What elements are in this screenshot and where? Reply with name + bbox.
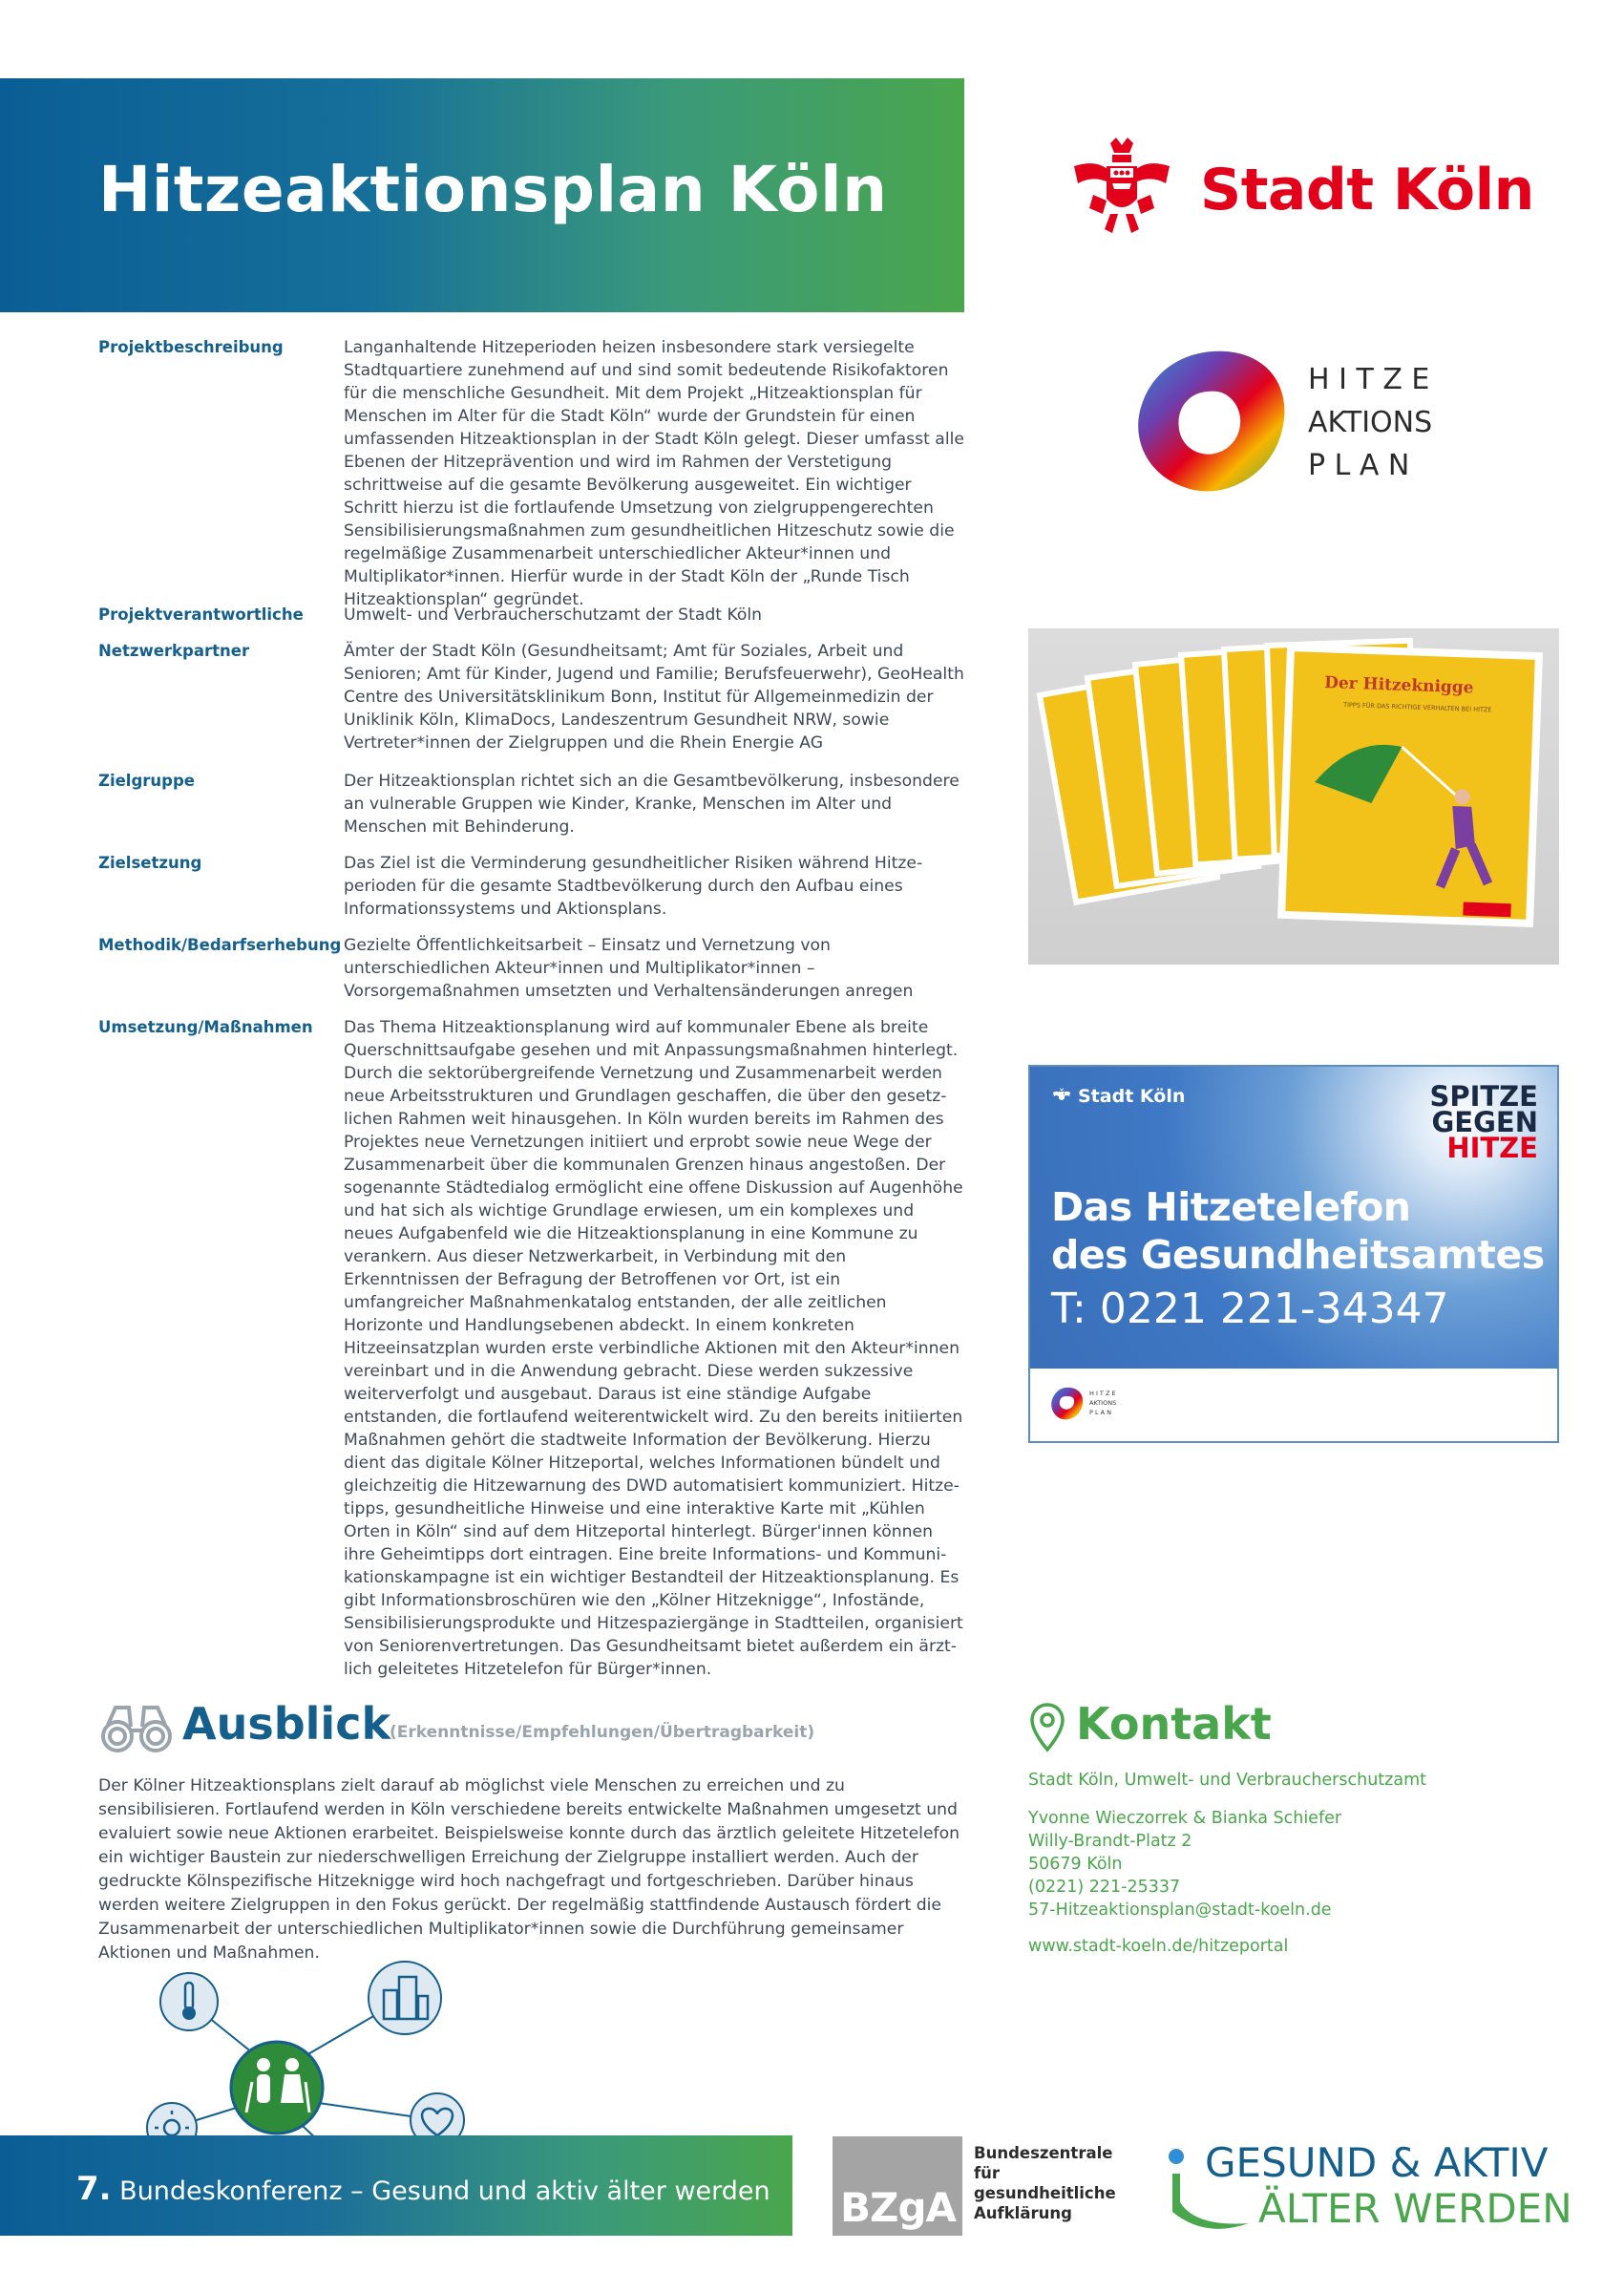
page-title: Hitzeaktionsplan Köln	[98, 153, 888, 226]
row-text: Das Thema Hitzeaktionsplanung wird auf kommunaler Ebene als breite Querschnittsaufgabe gesehen und mit Anpassungsmaßnahmen hinterlegt. Durch die sektorübergreifende Vernetzung und Zusammenarbeit werden neue Arbeitsstrukturen und Grundlagen geschaffen, die über den gesetzlichen Rahmen weit hinausgehen. In Köln wurden bereits im Rahmen des Projektes neue Vernetzungen initiiert und erprobt sowie neue Wege der Zusammenarbeit über die kommunalen Grenzen hinaus angestoßen. Der sogenannte Städtedialog ermöglicht eine offene Diskussion auf Augenhöhe und hat sich als wichtige Grundlage erwiesen, um ein komplexes und neues Aufgabenfeld wie die Hitzeaktionsplanung in eine Kommune zu verankern. Aus dieser Netzwerkarbeit, in Verbindung mit den Erkenntnissen der Befragung der Betroffenen vor Ort, ist ein umfangreicher Maßnahmenkatalog entstanden, der alle zeitlichen Horizonte und Handlungsebenen abdeckt. In einem konkreten Hitzeeinsatzplan wurden erste verbindliche Aktionen mit den Akteur*innen vereinbart und in die Anwendung gebracht. Diese werden sukzessive weiterverfolgt und ausgebaut. Daraus ist eine ständige Aufgabe entstanden, die fortlaufend weiterentwickelt wird. Zu den bereits initiierten Maßnahmen gehört die stadtweite Information der Bevölkerung. Hierzu dient das digitale Kölner Hitzeportal, welches Informationen bündelt und gleichzeitig die Hitzewarnung des DWD automatisiert kommuniziert. Hitzetipps, gesundheitliche Hinweise und eine interaktive Karte mit „Kühlen Orten in Köln“ sind auf dem Hitzeportal hinterlegt. Bürger'innen können ihre Geheimtipps dort eintragen. Eine breite Informations- und Kommunikationskampagne ist ein wichtiger Bestandteil der Hitzeaktionsplanung. Es gibt Informationsbroschüren wie den „Kölner Hitzeknigge“, Infostände, Sensibilisierungsprodukte und Hitzespaziergänge in Stadtteilen, organisiert von Seniorenvertretungen. Das Gesundheitsamt bietet außerdem ein ärztlich geleitetes Hitzetelefon für Bürger*innen.	[344, 1018, 963, 1679]
kontakt-email-link[interactable]: 57-Hitzeaktionsplan@stadt-koeln.de	[1028, 1900, 1332, 1920]
row-text: Umwelt- und Verbraucherschutzamt der Stadt Köln	[344, 605, 763, 625]
kontakt-heading: Kontakt	[1076, 1698, 1272, 1750]
kontakt-phone: (0221) 221-25337	[1028, 1878, 1181, 1897]
bzga-name: Bundeszentrale für gesundheitliche Aufklärung	[974, 2144, 1116, 2222]
row-text: Ämter der Stadt Köln (Gesundheitsamt; Amt für Soziales, Arbeit und Senioren; Amt für Kinder, Jugend und Familie; Berufsfeuerwehr), GeoHealth Centre des Universitätsklinikum Bonn, Institut für Allgemeinmedizin der Uniklinik Köln, KlimaDocs, Landeszentrum Gesundheit NRW, sowie Vertreter*innen der Zielgruppen und die Rhein Energie AG	[344, 642, 964, 753]
kontakt-web-link[interactable]: www.stadt-koeln.de/hitzeportal	[1028, 1937, 1289, 1956]
small-logo-line-3: P L A N	[1089, 1409, 1112, 1416]
hitzetelefon-card	[1028, 1065, 1559, 1443]
small-logo-line-2: AKTIONS	[1089, 1399, 1117, 1407]
row-label: Projektbeschreibung	[98, 338, 284, 356]
headline-line-2: des Gesundheitsamtes	[1051, 1232, 1545, 1278]
stadt-koeln-logo	[1065, 136, 1534, 250]
row-label: Zielsetzung	[98, 854, 202, 872]
bzga-abbreviation: BZgA	[840, 2184, 957, 2231]
coat-of-arms-icon	[1065, 138, 1179, 243]
headline-line-1: Das Hitzetelefon	[1051, 1184, 1411, 1230]
seniors-icon	[231, 2042, 323, 2134]
colorful-ring-icon	[1049, 1382, 1145, 1430]
slogan-line-1: SPITZE	[1429, 1080, 1538, 1113]
kontakt-persons: Yvonne Wieczorrek & Bianka Schiefer	[1028, 1809, 1342, 1828]
slogan-line-3: HITZE	[1446, 1132, 1538, 1164]
conference-name: Bundeskonferenz – Gesund und aktiv älter werden	[119, 2176, 770, 2206]
ausblick-subheading: (Erkenntnisse/Empfehlungen/Übertragbarkeit)	[390, 1723, 815, 1742]
row-text: Langanhaltende Hitzeperioden heizen insbesondere stark versiegelte Stadtquartiere zunehmend auf und sind somit bedeutende Risikofaktoren für die menschliche Gesundheit. Mit dem Projekt „Hitzeaktionsplan für Menschen im Alter für die Stadt Köln“ wurde der Grundstein für einen umfassenden Hitzeaktionsplan in der Stadt Köln gelegt. Dieser umfasst alle Ebenen der Hitzeprävention und wird im Rahmen der Verstetigung schrittweise auf die gesamte Bevölkerung ausgeweitet. Ein wichtiger Schritt hierzu ist die fortlaufende Umsetzung von zielgruppengerechten Sensibilisierungsmaßnahmen zum gesundheitlichen Hitzeschutz sowie die regelmäßige Zusammenarbeit unterschiedlicher Akteur*innen und Multiplikator*innen. Hierfür wurde in der Stadt Köln der „Runde Tisch Hitzeaktionsplan“ gegründet.	[344, 338, 964, 609]
card-stadt-koeln	[1051, 1086, 1185, 1107]
hitzeknigge-brochure-photo	[1028, 628, 1559, 965]
row-label: Projektverantwortliche	[98, 605, 304, 624]
row-label: Umsetzung/Maßnahmen	[98, 1018, 313, 1036]
colorful-ring-icon	[1127, 344, 1298, 506]
gesund-aktiv-logo	[1157, 2135, 1577, 2240]
hap-logo-line-2: AKTIONS	[1308, 406, 1433, 439]
row-text: Das Ziel ist die Verminderung gesundheitlicher Risiken während Hitzeperioden für die gesamte Stadtbevölkerung durch den Aufbau eines Informationssystems und Aktionsplans.	[344, 854, 923, 919]
bzga-logo	[833, 2136, 962, 2236]
stadt-koeln-wordmark: Stadt Köln	[1200, 157, 1534, 223]
brochure-stack-illustration	[1028, 628, 1559, 965]
small-logo-line-1: H I T Z E	[1089, 1390, 1116, 1397]
footer-conference-title	[76, 2170, 770, 2208]
kontakt-org: Stadt Köln, Umwelt- und Verbraucherschutzamt	[1028, 1771, 1426, 1790]
location-pin-icon	[1028, 1702, 1066, 1753]
row-label: Netzwerkpartner	[98, 642, 250, 660]
coat-of-arms-icon	[1051, 1087, 1072, 1104]
thermometer-icon	[160, 1973, 218, 2030]
ausblick-text: Der Kölner Hitzeaktionsplans zielt darauf ab möglichst viele Menschen zu erreichen und zu sensibilisieren. Fortlaufend werden in Köln verschiedene bereits entwickelte Maßnahmen umgesetzt und evaluiert sowie neue Aktionen erarbeitet. Beispielsweise konnte durch das ärztlich geleitete Hitzetelefon ein wichtiger Baustein zur niederschwelligen Erreichung der Zielgruppe installiert werden. Auch der gedruckte Kölnspezifische Hitzeknigge wird hoch nachgefragt und fortgeschrieben. Darüber hinaus werden weitere Zielgruppen in den Fokus gerückt. Der regelmäßig stattfindende Austausch fördert die Zusammenarbeit der unterschiedlichen Multiplikator*innen sowie die Durchführung gemeinsamer Aktionen und Maßnahmen.	[98, 1776, 960, 1963]
hap-logo-line-3: P L A N	[1308, 449, 1410, 482]
ausblick-heading: Ausblick	[182, 1698, 391, 1750]
row-label: Methodik/Bedarfserhebung	[98, 936, 342, 954]
hitzeaktionsplan-logo	[1127, 344, 1470, 506]
small-hitzeaktionsplan-logo	[1049, 1382, 1145, 1430]
brochure-subtitle: TIPPS FÜR DAS RICHTIGE VERHALTEN BEI HITZE	[1342, 701, 1492, 714]
gaa-line-2: ÄLTER WERDEN	[1258, 2185, 1572, 2232]
kontakt-city: 50679 Köln	[1028, 1855, 1123, 1874]
kontakt-street: Willy-Brandt-Platz 2	[1028, 1832, 1192, 1851]
spitze-gegen-hitze-slogan	[1429, 1080, 1538, 1164]
hap-logo-line-1: H I T Z E	[1308, 363, 1430, 396]
row-text: Der Hitzeaktionsplan richtet sich an die Gesamtbevölkerung, insbesondere an vulnerable Gruppen wie Kinder, Kranke, Menschen im Alter und Menschen mit Behinderung.	[344, 772, 960, 837]
binoculars-icon	[98, 1702, 175, 1755]
brochure-title: Der Hitzeknigge	[1323, 673, 1474, 698]
row-text: Gezielte Öffentlichkeitsarbeit – Einsatz und Vernetzung von unterschiedlichen Akteur*innen und Multiplikator*innen – Vorsorgemaßnahmen umsetzten und Verhaltensänderungen anregen	[344, 936, 914, 1001]
hitzetelefon-headline	[1051, 1183, 1545, 1279]
row-label: Zielgruppe	[98, 772, 195, 790]
conference-number: 7.	[76, 2170, 112, 2208]
gaa-line-1: GESUND & AKTIV	[1205, 2139, 1549, 2186]
slogan-line-2: GEGEN	[1431, 1106, 1538, 1138]
hitzetelefon-phone: T: 0221 221-34347	[1051, 1285, 1449, 1333]
city-buildings-icon	[369, 1962, 441, 2034]
card-org-label: Stadt Köln	[1078, 1086, 1186, 1107]
